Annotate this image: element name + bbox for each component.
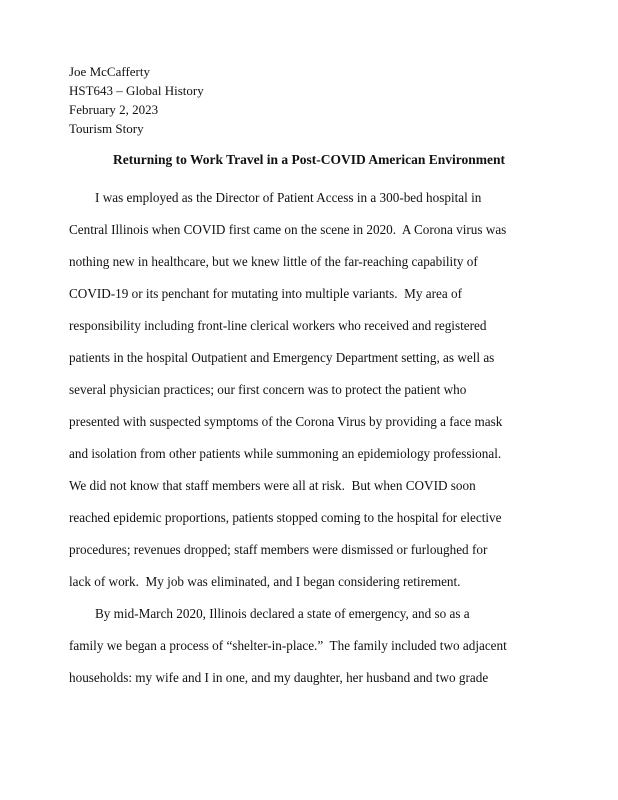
body-line: We did not know that staff members were all at risk. But when COVID soon: [69, 478, 476, 493]
body-line: households: my wife and I in one, and my daughter, her husband and two grade: [69, 670, 489, 685]
document-body: [69, 182, 549, 694]
body-line: family we began a process of “shelter-in-place.” The family included two adjacent: [69, 638, 507, 653]
paragraph-2: [69, 598, 549, 694]
body-line: lack of work. My job was eliminated, and I began considering retirement.: [69, 574, 461, 589]
document-title: Returning to Work Travel in a Post-COVID American Environment: [112, 152, 505, 167]
document-date: February 2, 2023: [69, 102, 159, 117]
body-line: reached epidemic proportions, patients stopped coming to the hospital for elective: [69, 510, 502, 525]
body-line: patients in the hospital Outpatient and Emergency Department setting, as well as: [69, 350, 495, 365]
paragraph-1: [69, 182, 549, 598]
body-line: several physician practices; our first concern was to protect the patient who: [69, 382, 467, 397]
assignment-name: Tourism Story: [69, 121, 144, 136]
body-line: nothing new in healthcare, but we knew little of the far-reaching capability of: [69, 254, 478, 269]
body-line: procedures; revenues dropped; staff members were dismissed or furloughed for: [69, 542, 488, 557]
body-line: By mid-March 2020, Illinois declared a state of emergency, and so as a: [95, 606, 470, 621]
body-line: I was employed as the Director of Patient Access in a 300-bed hospital in: [95, 190, 482, 205]
body-line: responsibility including front-line clerical workers who received and registered: [69, 318, 487, 333]
course-name: HST643 – Global History: [69, 83, 204, 98]
page-content: [69, 0, 549, 694]
body-line: Central Illinois when COVID first came on the scene in 2020. A Corona virus was: [69, 222, 507, 237]
body-line: presented with suspected symptoms of the Corona Virus by providing a face mask: [69, 414, 503, 429]
author-name: Joe McCafferty: [69, 64, 150, 79]
body-line: and isolation from other patients while summoning an epidemiology professional.: [69, 446, 502, 461]
document-header: [69, 62, 549, 138]
body-line: COVID-19 or its penchant for mutating into multiple variants. My area of: [69, 286, 462, 301]
